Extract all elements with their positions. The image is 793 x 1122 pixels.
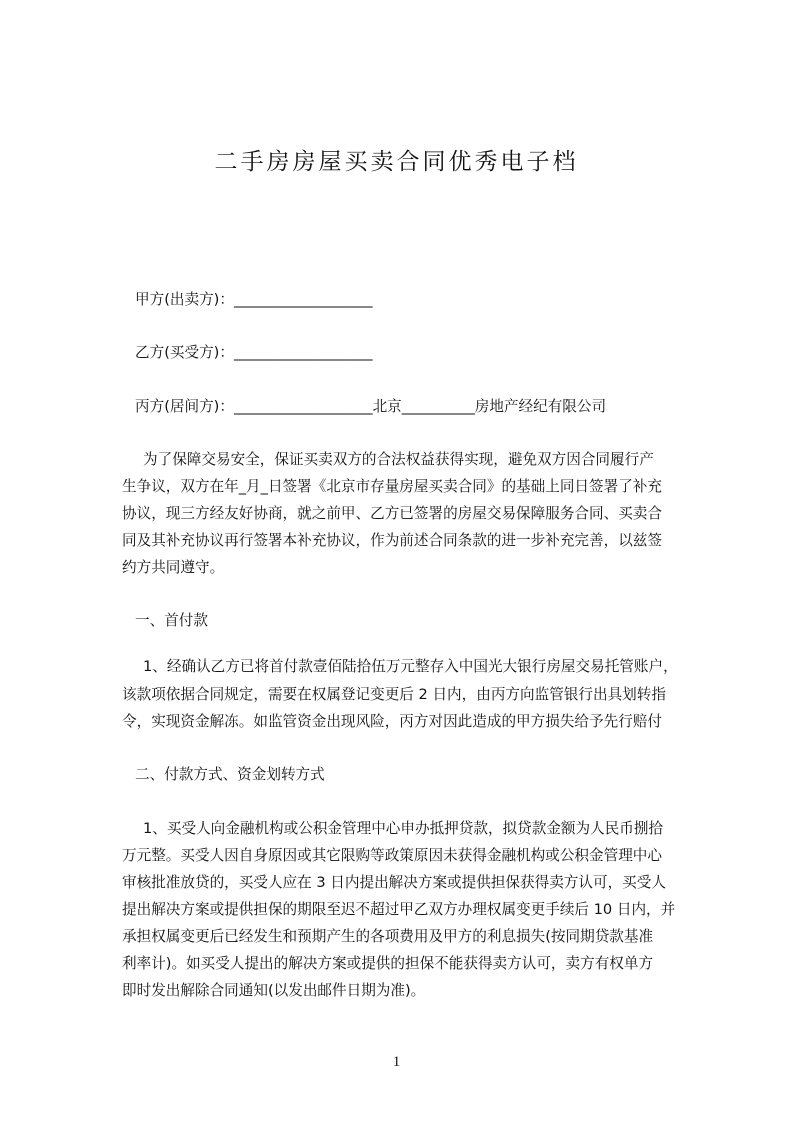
section-line: 审核批准放贷的，买受人应在 3 日内提出解决方案或提供担保获得卖方认可，买受人 (122, 874, 666, 891)
section-line: 令，实现资金解冻。如监管资金出现风险，丙方对因此造成的甲方损失给予先行赔付 (122, 713, 662, 730)
section-line: 万元整。买受人因自身原因或其它限购等政策原因未获得金融机构或公积金管理中心 (122, 847, 662, 864)
party-seller: 甲方(出卖方)：___________________ (135, 291, 373, 308)
party-agent: 丙方(居间方)：___________________北京__________房地产经纪有限公司 (135, 398, 607, 415)
section-line: 利率计)。如买受人提出的解决方案或提供的担保不能获得卖方认可，卖方有权单方 (122, 955, 654, 972)
section-line: 即时发出解除合同通知(以发出邮件日期为准)。 (122, 982, 426, 999)
section-line: 该款项依据合同规定，需要在权属登记变更后 2 日内，由丙方向监管银行出具划转指 (122, 686, 666, 703)
section-heading: 二、付款方式、资金划转方式 (135, 766, 325, 783)
section-line: 提出解决方案或提供担保的期限至迟不超过甲乙双方办理权属变更手续后 10 日内，并 (122, 901, 676, 918)
intro-line: 同及其补充协议再行签署本补充协议，作为前述合同条款的进一步补充完善，以兹签 (122, 532, 662, 549)
intro-line: 为了保障交易安全，保证买卖双方的合法权益获得实现，避免双方因合同履行产 (143, 451, 654, 468)
intro-line: 生争议，双方在年_月_日签署《北京市存量房屋买卖合同》的基础上同日签署了补充 (122, 478, 662, 495)
intro-line: 约方共同遵守。 (122, 559, 225, 576)
document-title: 二手房房屋买卖合同优秀电子档 (214, 149, 579, 175)
party-buyer: 乙方(买受方)：___________________ (135, 344, 373, 361)
section-line: 承担权属变更后已经发生和预期产生的各项费用及甲方的利息损失(按同期贷款基准 (122, 928, 654, 945)
intro-line: 协议，现三方经友好协商，就之前甲、乙方已签署的房屋交易保障服务合同、买卖合 (122, 505, 662, 522)
section-heading: 一、首付款 (135, 612, 208, 629)
section-line: 1、买受人向金融机构或公积金管理中心申办抵押贷款，拟贷款金额为人民币捌拾 (143, 820, 664, 837)
section-line: 1、经确认乙方已将首付款壹佰陆拾伍万元整存入中国光大银行房屋交易托管账户， (143, 658, 678, 675)
page-number: 1 (392, 1054, 401, 1070)
